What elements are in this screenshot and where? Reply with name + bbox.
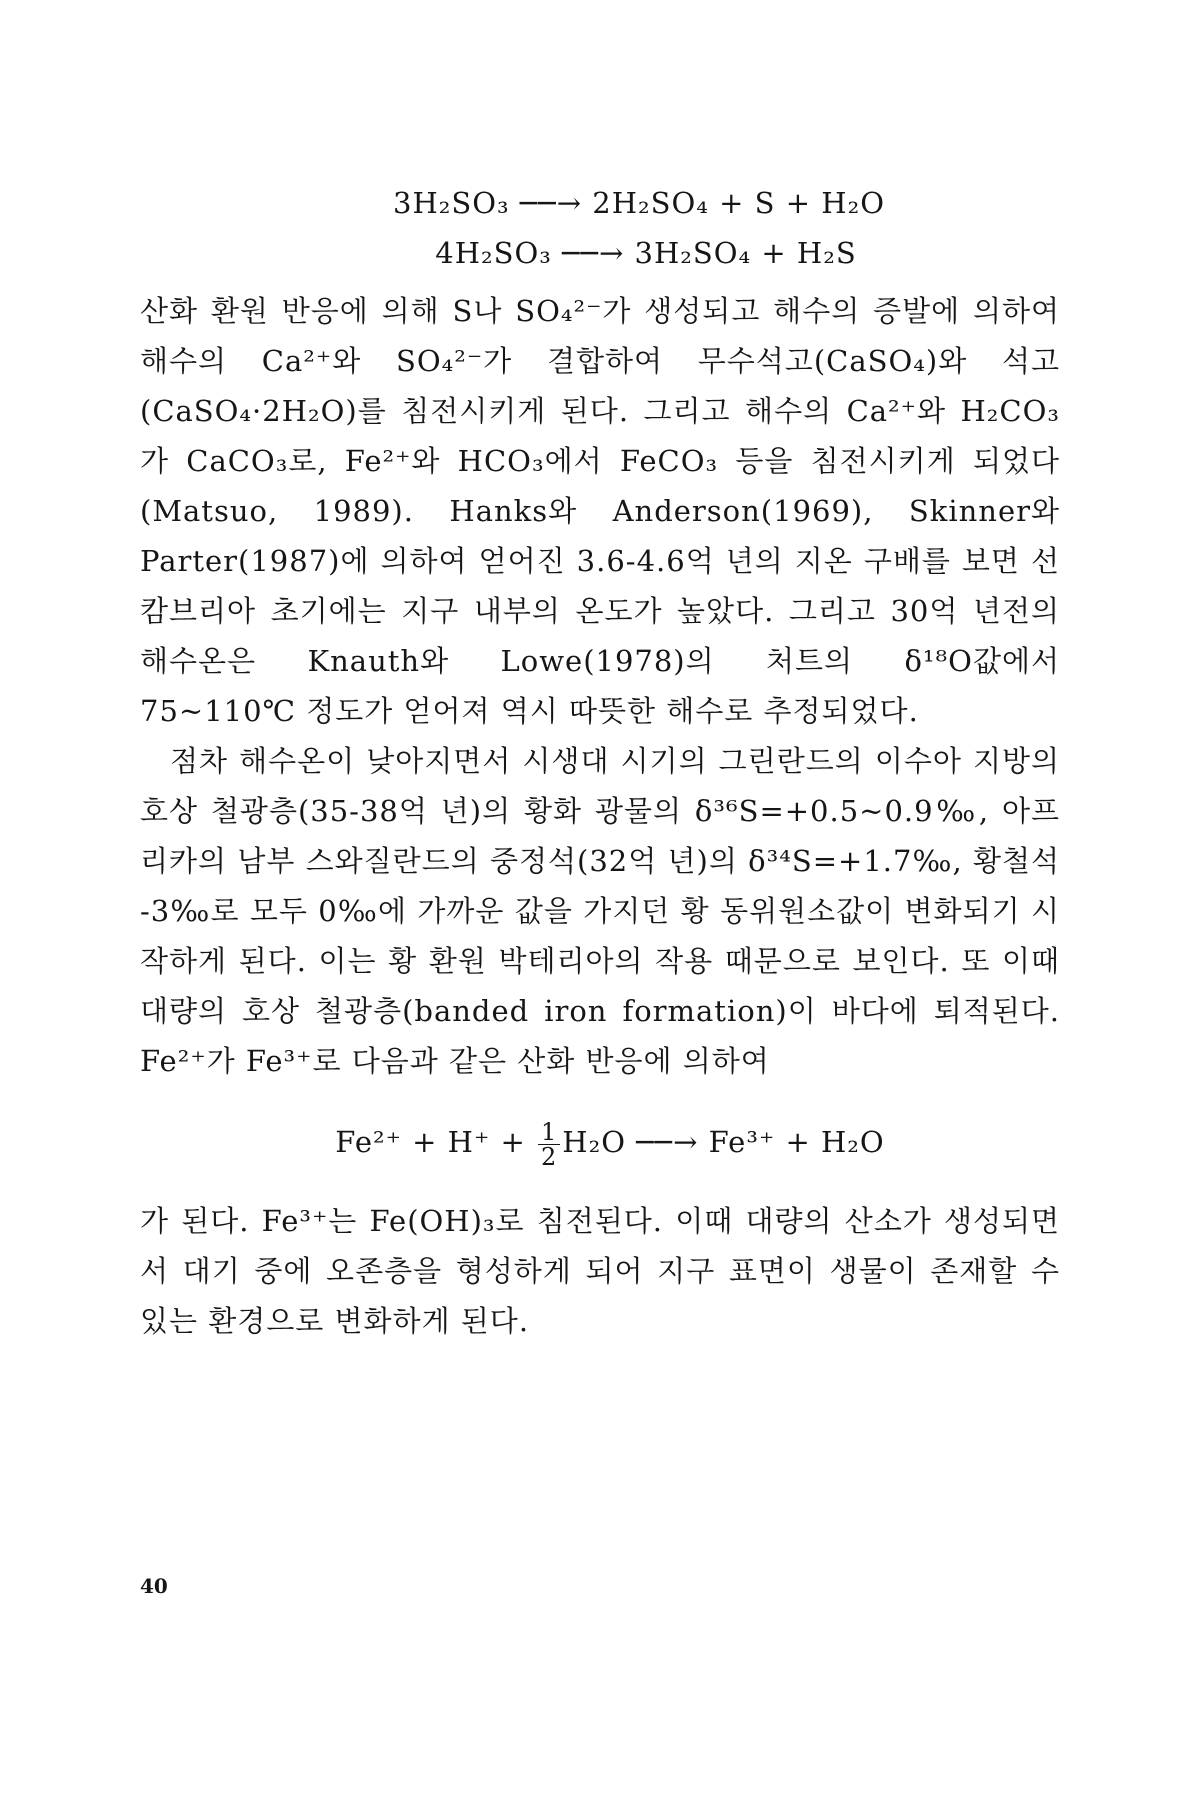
paragraph-redox-precipitation: 산화 환원 반응에 의해 S나 SO₄²⁻가 생성되고 해수의 증발에 의하여 해수의 Ca²⁺와 SO₄²⁻가 결합하여 무수석고(CaSO₄)와 석고(CaSO₄·2H₂O)를 침전시키게 된다. 그리고 해수의 Ca²⁺와 H₂CO₃가 CaCO₃로, Fe²⁺와 HCO₃에서 FeCO₃ 등을 침전시키게 되었다(Matsuo, 1989). Hanks와 Anderson(1969), Skinner와 Parter(1987)에 의하여 얻어진 3.6-4.6억 년의 지온 구배를 보면 선캄브리아 초기에는 지구 내부의 온도가 높았다. 그리고 30억 년전의 해수온은 Knauth와 Lowe(1978)의 처트의 δ¹⁸O값에서 75~110℃ 정도가 얻어져 역시 따뜻한 해수로 추정되었다.	[140, 294, 1060, 728]
fraction-denominator: 2	[541, 1142, 558, 1171]
equation-sulfurous-acid-1: 3H₂SO₃ ──→ 2H₂SO₄ + S + H₂O	[393, 186, 885, 220]
equation-sulfurous-acid-2: 4H₂SO₃ ──→ 3H₂SO₄ + H₂S	[435, 236, 857, 270]
fraction-one-half	[538, 1117, 560, 1171]
paragraph-iron-formation: 점차 해수온이 낮아지면서 시생대 시기의 그린란드의 이수아 지방의 호상 철광층(35-38억 년)의 황화 광물의 δ³⁶S=+0.5~0.9‰, 아프리카의 남부 스와질란드의 중정석(32억 년)의 δ³⁴S=+1.7‰, 황철석 -3‰로 모두 0‰에 가까운 값을 가지던 황 동위원소값이 변화되기 시작하게 된다. 이는 황 환원 박테리아의 작용 때문으로 보인다. 또 이때 대량의 호상 철광층(banded iron formation)이 바다에 퇴적된다. Fe²⁺가 Fe³⁺로 다음과 같은 산화 반응에 의하여	[140, 744, 1060, 1078]
paragraph-ozone-layer: 가 된다. Fe³⁺는 Fe(OH)₃로 침전된다. 이때 대량의 산소가 생성되면서 대기 중에 오존층을 형성하게 되어 지구 표면이 생물이 존재할 수 있는 환경으로 변화하게 된다.	[140, 1204, 1060, 1338]
equation-iron-oxidation-left: Fe²⁺ + H⁺ +	[335, 1125, 536, 1159]
page-content	[140, 178, 1060, 1346]
page-number: 40	[140, 1574, 168, 1598]
equation-iron-oxidation-right: H₂O ──→ Fe³⁺ + H₂O	[562, 1125, 885, 1159]
fraction-numerator: 1	[538, 1120, 560, 1145]
equation-iron-oxidation	[160, 1112, 1060, 1172]
